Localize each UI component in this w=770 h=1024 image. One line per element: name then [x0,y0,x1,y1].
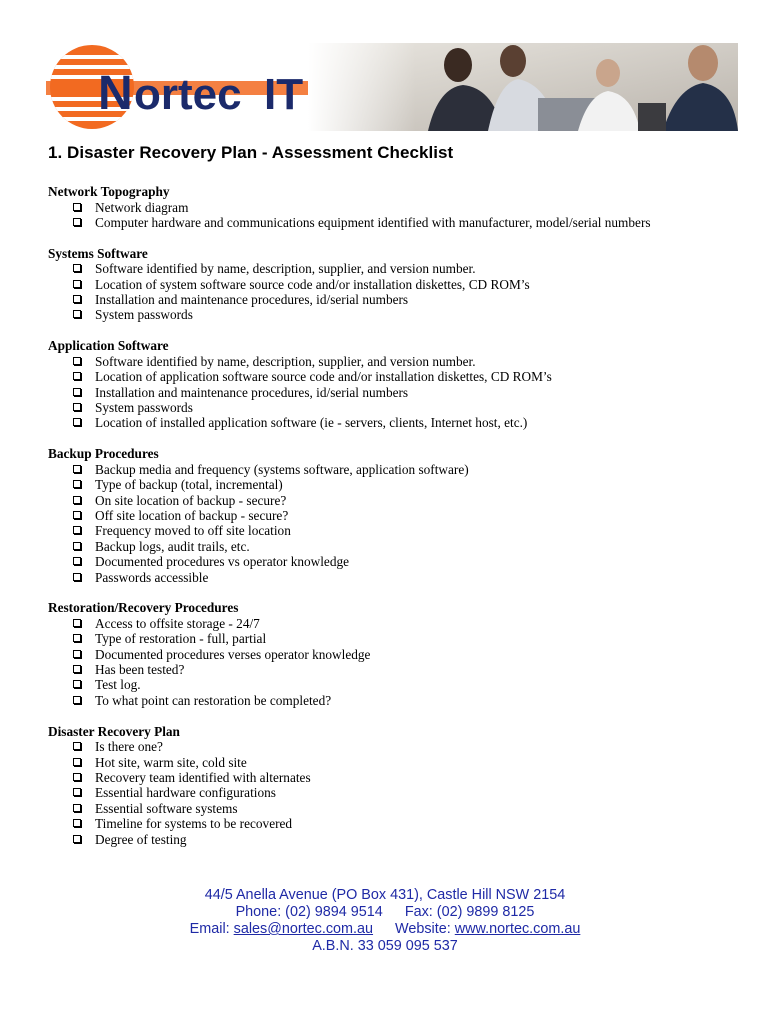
checklist-item-text: Off site location of backup - secure? [95,507,289,523]
checkbox-icon[interactable] [73,310,81,318]
checkbox-icon[interactable] [73,819,81,827]
checkbox-icon[interactable] [73,218,81,226]
checklist-item-text: System passwords [95,307,193,323]
checklist-item-text: Location of installed application software (ie - servers, clients, Internet host, etc.) [95,415,528,431]
checklist-item-text: Has been tested? [95,662,185,678]
checkbox-icon[interactable] [73,573,81,581]
checkbox-icon[interactable] [73,650,81,658]
checkbox-icon[interactable] [73,773,81,781]
checkbox-icon[interactable] [73,511,81,519]
checkbox-icon[interactable] [73,203,81,211]
checklist-item [48,832,748,847]
checklist-item-text: Documented procedures verses operator knowledge [95,646,371,662]
checklist-item-text: Passwords accessible [95,569,209,585]
checklist-item [48,493,748,508]
checklist-item-text: Network diagram [95,199,189,215]
checklist-item [48,677,748,692]
checklist-item [48,200,748,215]
checklist-item [48,616,748,631]
assessment-checklist [48,184,748,863]
checklist-section [48,724,748,847]
checklist-item-text: Location of application software source code and/or installation diskettes, CD ROM’s [95,369,552,385]
checklist-item-text: Backup logs, audit trails, etc. [95,538,250,554]
checkbox-icon[interactable] [73,619,81,627]
footer-email-web [0,921,770,938]
checklist-item [48,261,748,276]
checklist-item-text: System passwords [95,400,193,416]
nortec-it-logo [46,43,346,131]
checklist-item [48,415,748,430]
checklist-item [48,785,748,800]
section-heading: Restoration/Recovery Procedures [48,600,239,616]
checklist-item [48,277,748,292]
checklist-item [48,539,748,554]
checklist-item-text: Test log. [95,677,141,693]
checkbox-icon[interactable] [73,742,81,750]
checklist-section [48,600,748,708]
checklist-item [48,215,748,230]
office-people-photo [308,43,738,131]
checkbox-icon[interactable] [73,542,81,550]
checklist-item [48,662,748,677]
checklist-item-text: Type of backup (total, incremental) [95,477,283,493]
checklist-item [48,693,748,708]
checklist-item-text: Hot site, warm site, cold site [95,754,247,770]
footer-phone: Phone: (02) 9894 9514 [235,904,383,920]
checklist-item [48,523,748,538]
checklist-item [48,354,748,369]
checkbox-icon[interactable] [73,388,81,396]
checkbox-icon[interactable] [73,496,81,504]
checklist-section [48,338,748,430]
checkbox-icon[interactable] [73,758,81,766]
letterhead [46,43,738,131]
checkbox-icon[interactable] [73,465,81,473]
checkbox-icon[interactable] [73,804,81,812]
checkbox-icon[interactable] [73,372,81,380]
checklist-item [48,816,748,831]
checkbox-icon[interactable] [73,418,81,426]
checkbox-icon[interactable] [73,696,81,704]
footer-fax: Fax: (02) 9899 8125 [404,904,535,920]
checklist-item [48,570,748,585]
checklist-item [48,647,748,662]
checklist-item-text: Installation and maintenance procedures, id/serial numbers [95,292,409,308]
checkbox-icon[interactable] [73,557,81,565]
checklist-item-text: Essential software systems [95,800,238,816]
footer-address: 44/5 Anella Avenue (PO Box 431), Castle Hill NSW 2154 [204,887,566,903]
checkbox-icon[interactable] [73,480,81,488]
checklist-item [48,369,748,384]
checklist-section [48,184,748,230]
checklist-item [48,770,748,785]
section-heading: Backup Procedures [48,446,159,462]
checklist-item [48,307,748,322]
section-heading: Application Software [48,338,169,354]
footer-email-label: Email: [189,921,230,937]
footer-website-label: Website: [395,921,451,937]
checkbox-icon[interactable] [73,665,81,673]
footer-email-link[interactable]: sales@nortec.com.au [233,921,374,937]
checkbox-icon[interactable] [73,403,81,411]
checklist-item-text: Installation and maintenance procedures, id/serial numbers [95,384,409,400]
checklist-item [48,508,748,523]
checklist-item-text: Computer hardware and communications equipment identified with manufacturer, model/serial numbers [95,214,651,230]
logo-word-it: IT [264,70,304,119]
checklist-item [48,801,748,816]
checklist-item-text: Software identified by name, description, supplier, and version number. [95,261,476,277]
checkbox-icon[interactable] [73,264,81,272]
section-heading: Network Topography [48,184,170,199]
checklist-section [48,446,748,585]
checklist-item-text: Is there one? [95,739,163,755]
footer-abn: A.B.N. 33 059 095 537 [312,938,458,954]
checklist-item [48,631,748,646]
section-heading: Systems Software [48,245,148,261]
checklist-section [48,246,748,323]
checklist-item [48,462,748,477]
checklist-item-text: Documented procedures vs operator knowledge [95,554,350,570]
checkbox-icon[interactable] [73,526,81,534]
checklist-item-text: Access to offsite storage - 24/7 [95,615,260,631]
contact-footer [0,887,770,955]
footer-phone-fax [0,904,770,921]
checkbox-icon[interactable] [73,788,81,796]
checklist-item [48,755,748,770]
checkbox-icon[interactable] [73,357,81,365]
checklist-item-text: Recovery team identified with alternates [95,770,311,786]
checklist-item [48,292,748,307]
checklist-item-text: Degree of testing [95,831,187,847]
checkbox-icon[interactable] [73,634,81,642]
checklist-item-text: Timeline for systems to be recovered [95,816,293,832]
checkbox-icon[interactable] [73,295,81,303]
checklist-item-text: Frequency moved to off site location [95,523,291,539]
checklist-item-text: Type of restoration - full, partial [95,631,267,647]
checkbox-icon[interactable] [73,835,81,843]
checklist-item [48,385,748,400]
checklist-item [48,400,748,415]
checkbox-icon[interactable] [73,280,81,288]
checklist-item-text: Software identified by name, description, supplier, and version number. [95,353,476,369]
page-title: 1. Disaster Recovery Plan - Assessment Checklist [48,143,454,162]
section-heading: Disaster Recovery Plan [48,723,180,739]
checklist-item [48,739,748,754]
checklist-item-text: Essential hardware configurations [95,785,276,801]
checklist-item-text: Location of system software source code and/or installation diskettes, CD ROM’s [95,276,530,292]
checklist-item-text: On site location of backup - secure? [95,492,287,508]
logo-letter-n: N [98,67,133,120]
logo-word-ortec: ortec [134,70,242,119]
checklist-item [48,554,748,569]
checkbox-icon[interactable] [73,680,81,688]
checklist-item [48,477,748,492]
checklist-item-text: Backup media and frequency (systems software, application software) [95,461,469,477]
footer-website-link[interactable]: www.nortec.com.au [454,921,581,937]
checklist-item-text: To what point can restoration be completed? [95,692,332,708]
